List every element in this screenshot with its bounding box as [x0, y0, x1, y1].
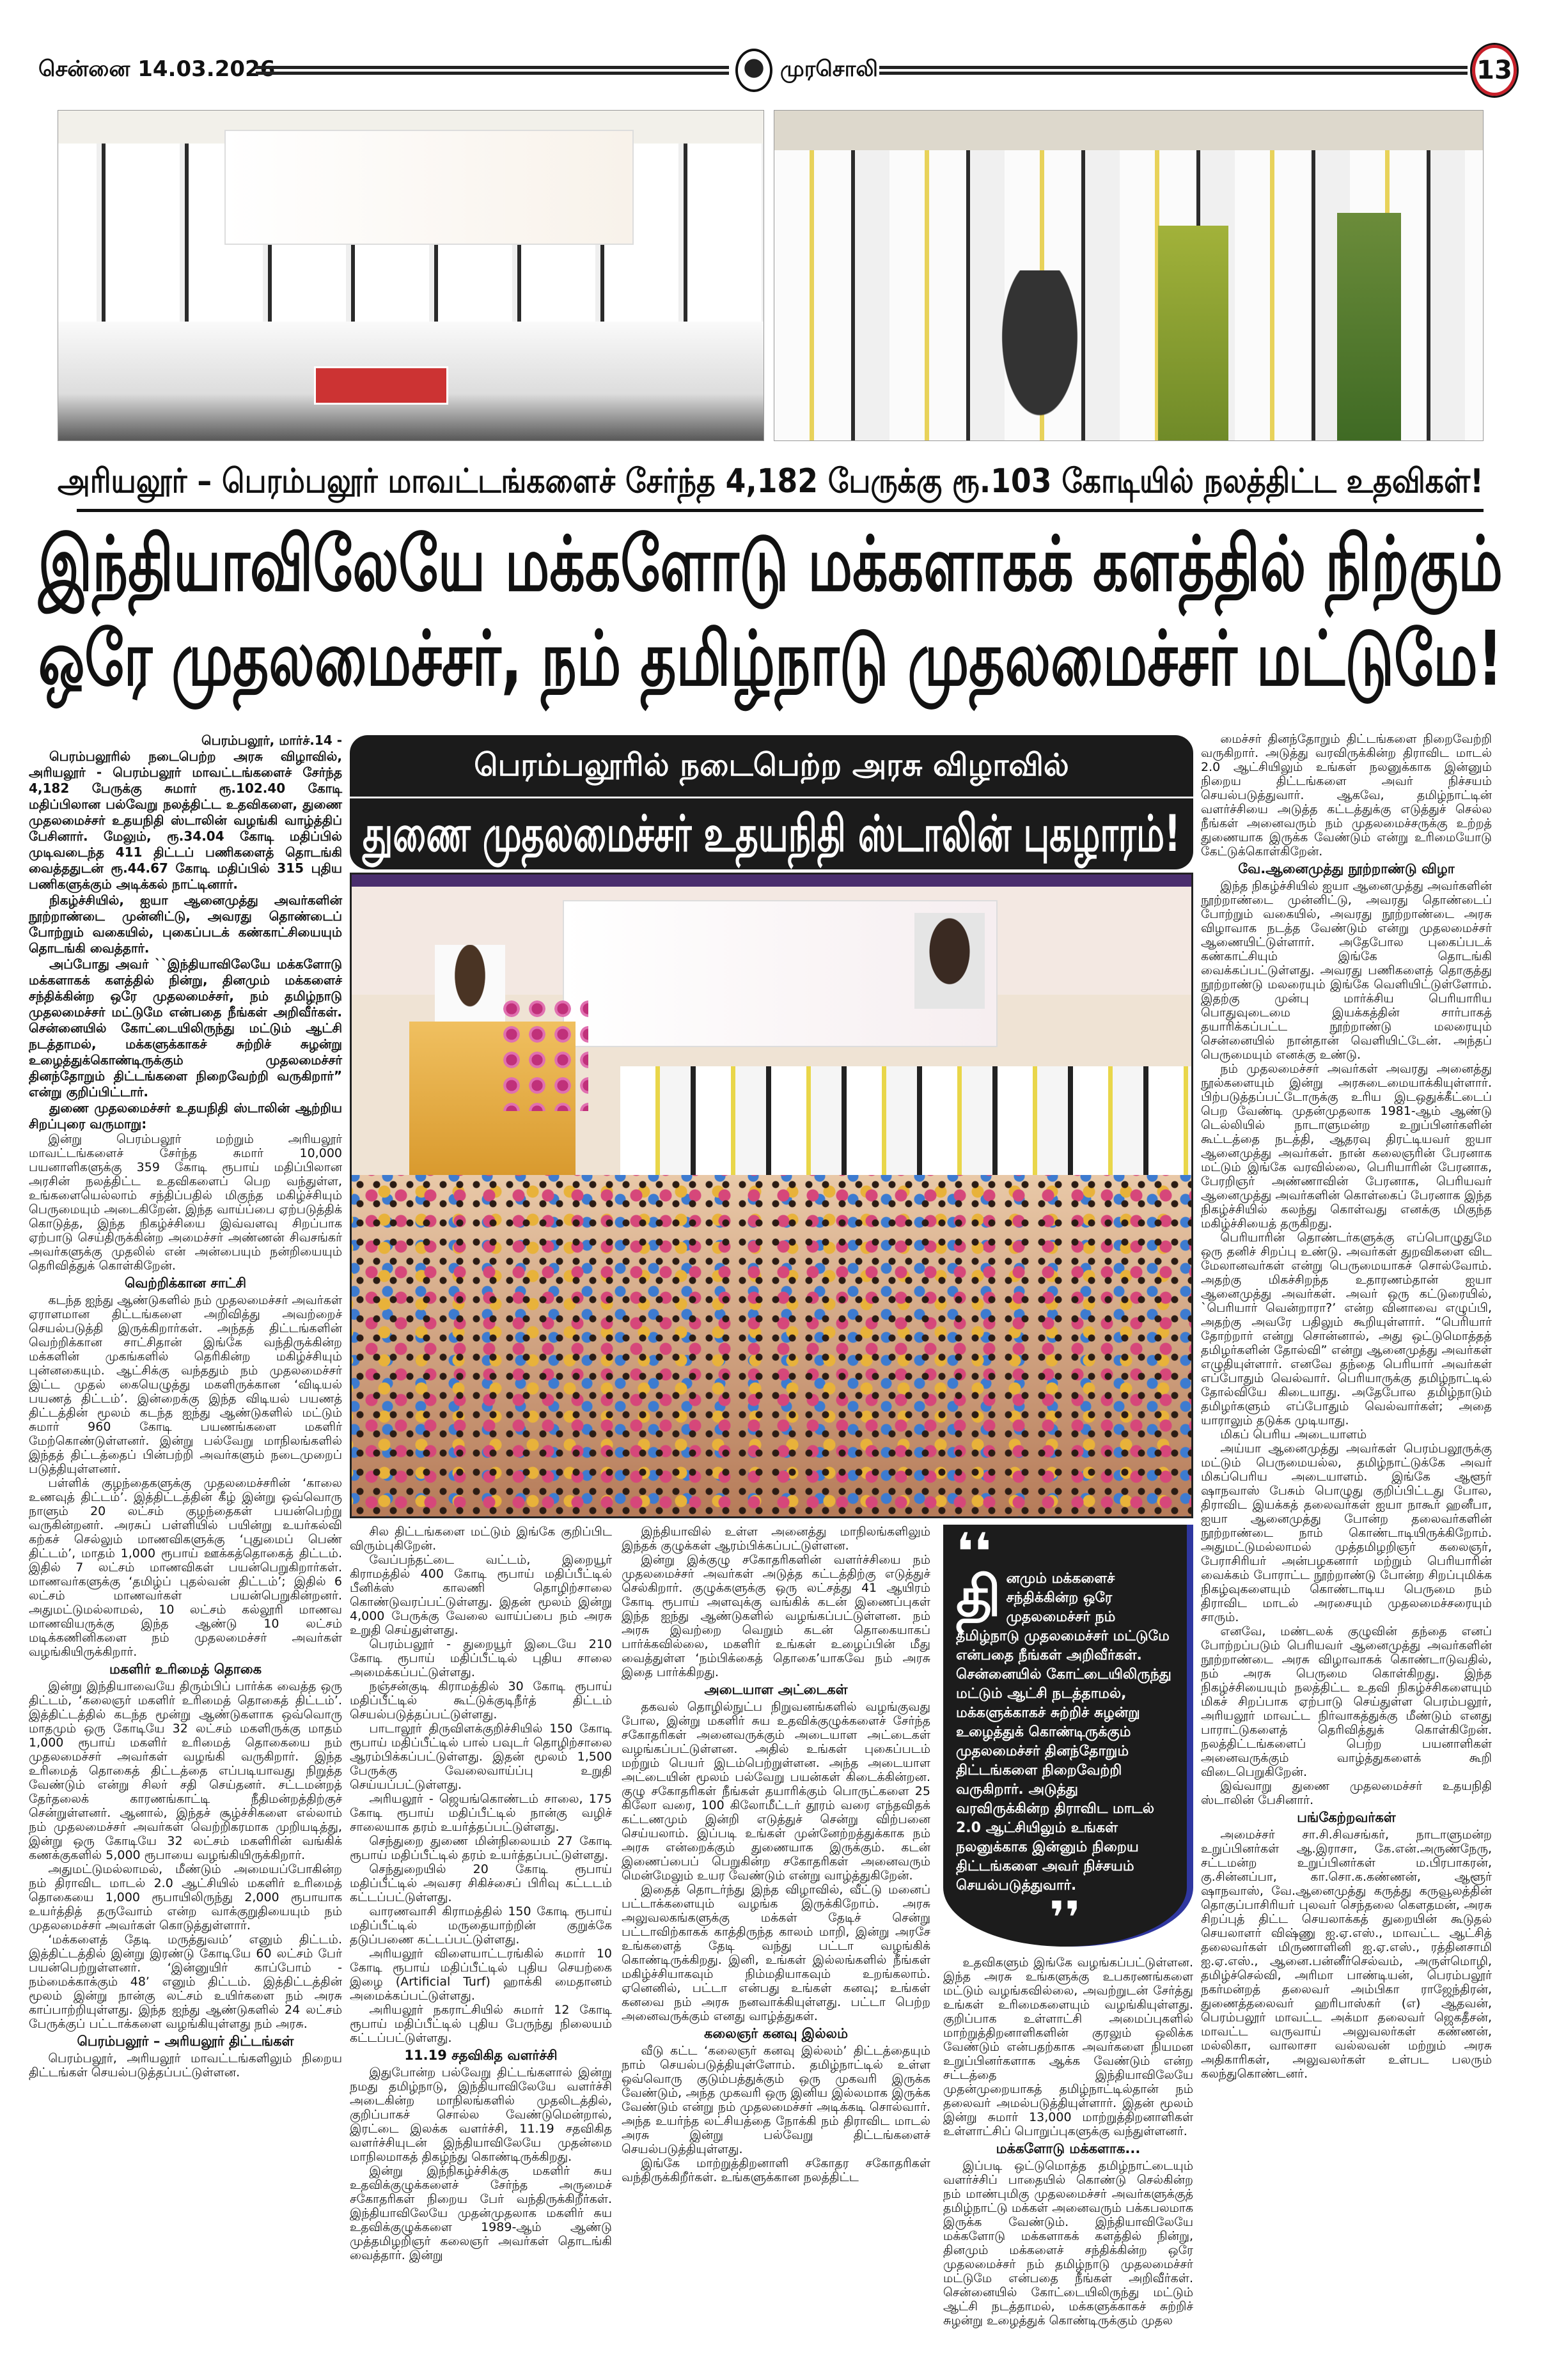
paragraph: உதவிகளும் இங்கே வழங்கப்பட்டுள்ளன. இந்த அரசு உங்களுக்கு உபகரணங்களை மட்டும் வழங்கவில்லை, அவற்றுடன் சேர்த்து உங்கள் உரிமைகளையும் வழங்கியுள்ளது. குறிப்பாக உள்ளாட்சி அமைப்புகளில் மாற்றுத்திறனாளிகளின் குரலும் ஒலிக்க வேண்டும் என்பதற்காக அவர்களை நியமன உறுப்பினர்களாக ஆக்க வேண்டும் என்ற சட்டத்தை இந்தியாவிலேயே முதன்முறையாகத் தமிழ்நாட்டில்தான் நம் தலைவர் அமல்படுத்தியுள்ளார். இதன் மூலம் இன்று சுமார் 13,000 மாற்றுத்திறனாளிகள் உள்ளாட்சிப் பொறுப்புகளுக்கு வந்துள்ளனர்.: [943, 1956, 1193, 2138]
paragraph: இப்படி ஒட்டுமொத்த தமிழ்நாட்டையும் வளர்ச்சிப் பாதையில் கொண்டு செல்கின்ற நம் மாண்புமிகு முதலமைச்சர் அவர்களுக்குத் தமிழ்நாட்டு மக்கள் அனைவரும் பக்கபலமாக இருக்க வேண்டும். இந்தியாவிலேயே மக்களோடு மக்களாகக் களத்தில் நின்று, தினமும் மக்களைச் சந்திக்கின்ற ஒரே முதலமைச்சர் நம் தமிழ்நாடு முதலமைச்சர் மட்டுமே என்பதை நீங்கள் அறிவீர்கள். சென்னையில் கோட்டையிலிருந்து மட்டும் ஆட்சி நடத்தாமல், மக்களுக்காகச் சுற்றிச் சுழன்று உழைத்துக் கொண்டிருக்கும் முதல: [943, 2159, 1193, 2328]
header-rule: [879, 66, 1468, 75]
paragraph: அரியலூர் - ஜெயங்கொண்டம் சாலை, 175 கோடி ரூபாய் மதிப்பீட்டில் நான்கு வழிச் சாலையாக தரம் உயர்த்தப்பட்டுள்ளது.: [350, 1792, 612, 1834]
section-subheading: பெரம்பலூர் – அரியலூர் திட்டங்கள்: [77, 2034, 294, 2049]
paragraph: வாரணவாசி கிராமத்தில் 150 கோடி ரூபாய் மதிப்பீட்டில் மருதையாற்றின் குறுக்கே தடுப்பணை கட்டப்பட்டுள்ளது.: [350, 1904, 612, 1947]
chief-minister-portrait: [914, 913, 985, 1009]
pull-quote: [943, 1522, 1187, 1947]
pull-quote-text: னமும் மக்களைச் சந்திக்கின்ற ஒரே முதலமைச்சர் நம் தமிழ்நாடு முதலமைச்சர் மட்டுமே என்பதை நீங்கள் அறிவீர்கள். சென்னையில் கோட்டையிலிருந்து மட்டும் ஆட்சி நடத்தாமல், மக்களுக்காகச் சுற்றிச் சுழன்று உழைத்துக் கொண்டிருக்கும் முதலமைச்சர் தினந்தோறும் திட்டங்களை நிறைவேற்றி வருகிறார். அடுத்து வரவிருக்கின்ற திராவிட மாடல் 2.0 ஆட்சியிலும் உங்கள் நலனுக்காக இன்னும் நிறைய திட்டங்களை அவர் நிச்சயம் செயல்படுத்துவார்.: [956, 1571, 1171, 1894]
main-headline-line-2: [38, 614, 1503, 703]
article-column-3-wrapper: [622, 1525, 930, 2184]
edition-date: சென்னை 14.03.2026: [38, 56, 276, 82]
banner-title: [363, 799, 1180, 869]
banner-subtitle: [363, 735, 1180, 796]
article-column-3-continued: [622, 1883, 930, 2184]
section-subheading: மக்களோடு மக்களாக...: [996, 2141, 1141, 2156]
open-quote-icon: ❛❛: [956, 1522, 992, 1582]
drum-logo-icon: [735, 49, 772, 92]
section-subheading: பங்கேற்றவர்கள்: [1297, 1810, 1396, 1825]
audience-crowd: [352, 1175, 1191, 1518]
section-subheading: வே.ஆனைமுத்து நூற்றாண்டு விழா: [1238, 861, 1455, 876]
scooter: [992, 270, 1088, 437]
paragraph: பள்ளிக் குழந்தைகளுக்கு முதலமைச்சரின் ‘காலை உணவுத் திட்டம்’. இத்திட்டத்தின் கீழ் இன்று ஒவ்வொரு நாளும் 20 லட்சம் குழந்தைகள் பயன்பெற்று வருகின்றனர். அரசுப் பள்ளியில் பயின்று உயர்கல்வி கற்கச் செல்லும் மாணவிகளுக்கு ‘புதுமைப் பெண் திட்டம்’, மாதம் 1,000 ரூபாய் ஊக்கத்தொகைத் திட்டம். இதில் 7 லட்சம் மாணவிகள் பயன்பெறுகிறார்கள். மாணவர்களுக்கு ‘தமிழ்ப் புதல்வன் திட்டம்’; இதில் 6 லட்சம் மாணவர்கள் பயன்பெறுகின்றனர். அதுமட்டுமல்லாமல், 10 லட்சம் கல்லூரி மாணவ மாணவியருக்கு இந்த ஆண்டு 10 லட்சம் மடிக்கணினிகளை நம் முதலமைச்சர் அவர்கள் வழங்கியிருக்கிறார்.: [29, 1476, 342, 1659]
banner-subtitle-text: பெரம்பலூரில் நடைபெற்ற அரசு விழாவில்: [474, 747, 1069, 783]
paragraph: அதுமட்டுமல்லாமல், மீண்டும் அமையப்போகின்ற நம் திராவிட மாடல் 2.0 ஆட்சியில் மகளிர் உரிமைத் தொகையை 1,000 ரூபாயிலிருந்து 2,000 ரூபாயாக உயர்த்தித் தருவோம் என்ற வாக்குறுதியையும் நம் முதலமைச்சர் அவர்கள் கொடுத்துள்ளார்.: [29, 1862, 342, 1933]
paragraph: வேப்பந்தட்டை வட்டம், இறையூர் கிராமத்தில் 400 கோடி ரூபாய் மதிப்பீட்டில் பீனிக்ஸ் காலணி தொழிற்சாலை கொண்டுவரப்பட்டுள்ளது. இதன் மூலம் இன்று 4,000 பேருக்கு வேலை வாய்ப்பை நம் அரசு உறுதி செய்துள்ளது.: [350, 1553, 612, 1637]
paragraph: செந்துறை துணை மின்நிலையம் 27 கோடி ரூபாய் மதிப்பீட்டில் தரம் உயர்த்தப்பட்டுள்ளது.: [350, 1834, 612, 1862]
paragraph: இதைத் தொடர்ந்து இந்த விழாவில், வீட்டு மனைப் பட்டாக்களையும் வழங்க இருக்கிறோம். அரசு அலுவலகங்களுக்கு மக்கள் தேடிச் சென்று பட்டாவிற்காகக் காத்திருந்த காலம் மாறி, இன்று அரசே உங்களைத் தேடி வந்து பட்டா வழங்கிக் கொண்டிருக்கிறது. இனி, உங்கள் இல்லங்களில் நீங்கள் மகிழ்ச்சியாகவும் நிம்மதியாகவும் உறங்கலாம். ஏனெனில், பட்டா என்பது உங்கள் கனவு; உங்கள் கனவை நம் அரசு நனவாக்கியுள்ளது. பட்டா பெற்ற அனைவருக்கும் எனது வாழ்த்துகள்.: [622, 1883, 930, 2023]
paragraph: இங்கே மாற்றுத்திறனாளி சகோதர சகோதரிகள் வந்திருக்கிறீர்கள். உங்களுக்கான நலத்திட்ட: [622, 2156, 930, 2184]
paragraph: சில திட்டங்களை மட்டும் இங்கே குறிப்பிட விரும்புகிறேன்.: [350, 1525, 612, 1553]
paragraph: ‘மக்களைத் தேடி மருத்துவம்’ எனும் திட்டம். இத்திட்டத்தில் இன்று இரண்டு கோடியே 60 லட்சம் பேர் பயன்பெற்றுள்ளனர். ‘இன்னுயிர் காப்போம் - நம்மைக்காக்கும் 48’ எனும் திட்டம். இத்திட்டத்தின் மூலம் இன்று நான்கு லட்சம் உயிர்களை நம் அரசு காப்பாற்றியுள்ளது. இந்த ஐந்து ஆண்டுகளில் 24 லட்சம் பேருக்குப் பட்டாக்களை வழங்கியுள்ளது நம் அரசு.: [29, 1933, 342, 2031]
article-column-4: [943, 1956, 1193, 2328]
photo-event-stage-and-crowd: [350, 873, 1193, 1518]
paragraph: அப்போது அவர் ``இந்தியாவிலேயே மக்களோடு மக்களாகக் களத்தில் நின்று, தினமும் மக்களைச் சந்திக்கின்ற ஒரே முதலமைச்சர், நம் தமிழ்நாடு முதலமைச்சர் மட்டுமே என்பதை நீங்கள் அறிவீர்கள். சென்னையில் கோட்டையிலிருந்து மட்டும் ஆட்சி நடத்தாமல், மக்களுக்காகச் சுற்றிச் சுழன்று உழைத்துக்கொண்டிருக்கும் முதலமைச்சர் தினந்தோறும் திட்டங்களை நிறைவேற்றி வருகிறார்” என்று குறிப்பிட்டார்.: [29, 956, 342, 1100]
main-headline-line-1-text: இந்தியாவிலேயே மக்களோடு மக்களாகக் களத்தில் நிற்கும்: [38, 520, 1503, 608]
banner-divider: [350, 797, 1193, 798]
paragraph: அரியலூர் விளையாட்டரங்கில் சுமார் 10 கோடி ரூபாய் மதிப்பீட்டில் புதிய செயற்கை இழை (Artificial Turf) ஹாக்கி மைதானம் அமைக்கப்பட்டுள்ளது.: [350, 1947, 612, 2003]
dateline: பெரம்பலூர், மார்ச்.14 -: [201, 733, 342, 748]
paragraph: இன்று இந்நிகழ்ச்சிக்கு மகளிர் சுய உதவிக்குழுக்களைச் சேர்ந்த அருமைச் சகோதரிகள் நிறைய பேர் வந்திருக்கிறீர்கள். இந்தியாவிலேயே முதன்முதலாக மகளிர் சுய உதவிக்குழுக்களை 1989-ஆம் ஆண்டு முத்தமிழறிஞர் கலைஞர் அவர்கள் தொடங்கி வைத்தார். இன்று: [350, 2164, 612, 2262]
paragraph: பெரம்பலூர் - துறையூர் இடையே 210 கோடி ரூபாய் மதிப்பீட்டில் புதிய சாலை அமைக்கப்பட்டுள்ளது.: [350, 1637, 612, 1679]
section-subheading: வெற்றிக்கான சாட்சி: [124, 1275, 247, 1291]
kicker-divider: [77, 509, 1484, 512]
paragraph: கடந்த ஐந்து ஆண்டுகளில் நம் முதலமைச்சர் அவர்கள் ஏராளமான திட்டங்களை அறிவித்து அவற்றைச் செயல்படுத்தி இருக்கிறார்கள். அந்தத் திட்டங்களின் வெற்றிக்கான சாட்சிதான் இங்கே வந்திருக்கின்ற மக்களின் முகங்களில் தெரிகின்ற மகிழ்ச்சியும் புன்னகையும். ஆட்சிக்கு வந்ததும் நம் முதலமைச்சர் இட்ட முதல் கையெழுத்து மகளிருக்கான ‘விடியல் பயணத் திட்டம்’. இன்றைக்கு இந்த விடியல் பயணத் திட்டத்தின் மூலம் கடந்த ஐந்து ஆண்டுகளில் மட்டும் சுமார் 960 கோடி பயணங்களை மகளிர் மேற்கொண்டுள்ளனர். இன்று பல்வேறு மாநிலங்களில் இந்தத் திட்டத்தைப் பின்பற்றி அவர்களும் நடைமுறைப் படுத்தியுள்ளனர்.: [29, 1293, 342, 1476]
article-column-2: [350, 1525, 612, 2262]
event-backdrop-banner: [224, 130, 634, 245]
paragraph: பெரம்பலூர், அரியலூர் மாவட்டங்களிலும் நிறைய திட்டங்கள் செயல்படுத்தப்பட்டுள்ளன.: [29, 2051, 342, 2080]
pull-quote-body: [956, 1569, 1174, 1895]
article-column-1: [29, 732, 342, 2080]
header-rule: [256, 66, 729, 75]
banner-title-text: துணை முதலமைச்சர் உதயநிதி ஸ்டாலின் புகழாரம்!: [363, 805, 1180, 863]
stage-scene: [352, 875, 1191, 1175]
cheque-board: [314, 366, 448, 405]
section-subheading: அடையாள அட்டைகள்: [704, 1682, 848, 1697]
paragraph: இவ்வாறு துணை முதலமைச்சர் உதயநிதி ஸ்டாலின் பேசினார்.: [1201, 1779, 1492, 1807]
article-column-5: [1201, 732, 1492, 2081]
paragraph: மைச்சர் தினந்தோறும் திட்டங்களை நிறைவேற்றி வருகிறார். அடுத்து வரவிருக்கின்ற திராவிட மாடல் 2.0 ஆட்சியிலும் உங்கள் நலனுக்காக இன்னும் நிறைய திட்டங்களை அவர் நிச்சயம் செயல்படுத்துவார். ஆகவே, தமிழ்நாட்டின் வளர்ச்சியை அடுத்த கட்டத்துக்கு எடுத்துச் செல்ல நீங்கள் அனைவரும் நம் முதலமைச்சருக்கு உற்றத் துணையாக இருக்க வேண்டும் என்று உரிமையோடு கேட்டுக்கொள்கிறேன்.: [1201, 732, 1492, 859]
beneficiary-woman: [1158, 226, 1228, 441]
paragraph: எனவே, மண்டலக் குழுவின் தந்தை எனப் போற்றப்படும் பெரியவர் ஆனைமுத்து அவர்களின் நூற்றாண்டை அரசு விழாவாகக் கொண்டாடுவதில், நம் அரசு பெருமை கொள்கிறது. இந்த நிகழ்ச்சியையும் நலத்திட்ட உதவி நிகழ்ச்சிகளையும் மிகச் சிறப்பாக ஏற்பாடு செய்துள்ள பெரம்பலூர், அரியலூர் மாவட்ட நிர்வாகத்துக்கு மீண்டும் எனது பாராட்டுகளைத் தெரிவித்துக் கொள்கிறேன். நலத்திட்டங்களைப் பெற்ற பயனாளிகள் அனைவருக்கும் வாழ்த்துகளைக் கூறி விடைபெறுகிறேன்.: [1201, 1624, 1492, 1779]
paragraph: வீடு கட்ட ‘கலைஞர் கனவு இல்லம்’ திட்டத்தையும் நாம் செயல்படுத்தியுள்ளோம். தமிழ்நாட்டில் உள்ள ஒவ்வொரு குடும்பத்துக்கும் ஒரு முகவரி இருக்க வேண்டும், அந்த முகவரி ஒரு இனிய இல்லமாக இருக்க வேண்டும் என்று நம் முதலமைச்சர் அடிக்கடி சொல்வார். அந்த உயர்ந்த லட்சியத்தை நோக்கி நம் திராவிட மாடல் அரசு இன்று பல்வேறு திட்டங்களைச் செயல்படுத்தியுள்ளது.: [622, 2044, 930, 2156]
close-quote-icon: ❜❜: [1049, 1892, 1081, 1944]
section-subheading: மகளிர் உரிமைத் தொகை: [109, 1661, 262, 1677]
paragraph: இந்தியாவில் உள்ள அனைத்து மாநிலங்களிலும் இந்தக் குழுக்கள் ஆரம்பிக்கப்பட்டுள்ளன.: [622, 1525, 930, 1553]
page-number-badge: 13: [1472, 45, 1517, 96]
paragraph: அரியலூர் நகராட்சியில் சுமார் 12 கோடி ரூபாய் மதிப்பீட்டில் புதிய பேருந்து நிலையம் கட்டப்பட்டுள்ளது.: [350, 2003, 612, 2045]
paragraph: இதுபோன்ற பல்வேறு திட்டங்களால் இன்று நமது தமிழ்நாடு, இந்தியாவிலேயே வளர்ச்சி அடைகின்ற மாநிலங்களில் முதலிடத்தில், குறிப்பாகச் சொல்ல வேண்டுமென்றால், இரட்டை இலக்க வளர்ச்சி, 11.19 சதவிகித வளர்ச்சியுடன் இந்தியாவிலேயே முதன்மை மாநிலமாகத் திகழ்ந்து கொண்டிருக்கிறது.: [350, 2065, 612, 2164]
paragraph: நம் முதலமைச்சர் அவர்கள் அவரது அனைத்து நூல்களையும் இன்று அரசுடைமையாக்கியுள்ளார். பிற்படுத்தப்பட்டோருக்கு உரிய இடஒதுக்கீட்டைப் பெற வேண்டி முதன்முதலாக 1981-ஆம் ஆண்டு டெல்லியில் நாடாளுமன்ற உறுப்பினர்களின் கூட்டத்தை நடத்தி, ஆதரவு திரட்டியவர் ஐயா ஆனைமுத்து அவர்கள். நான் கலைஞரின் பேரனாக மட்டும் இங்கே வரவில்லை, பெரியாரின் பேரனாக, பேரறிஞர் அண்ணாவின் பேரனாக, பெரியவர் ஆனைமுத்து அவர்களின் கொள்கைப் பேரனாக இந்த நிகழ்ச்சியில் கலந்து கொள்வது எனக்கு மிகுந்த மகிழ்ச்சியைத் தருகிறது.: [1201, 1062, 1492, 1231]
kicker-headline: [58, 459, 1484, 504]
paragraph: செந்துறையில் 20 கோடி ரூபாய் மதிப்பீட்டில் அவசர சிகிச்சைப் பிரிவு கட்டடம் கட்டப்பட்டுள்ளது.: [350, 1862, 612, 1904]
paragraph: இந்த நிகழ்ச்சியில் ஐயா ஆனைமுத்து அவர்களின் நூற்றாண்டை முன்னிட்டு, அவரது தொண்டைப் போற்றும் வகையில், அவரது நூற்றாண்டை அரசு விழாவாக நடத்த வேண்டும் என்று முதலமைச்சர் ஆணையிட்டுள்ளார். அதேபோல புகைப்படக் கண்காட்சியும் இங்கே தொடங்கி வைக்கப்பட்டுள்ளது. அவரது பணிகளைத் தொகுத்து நூற்றாண்டு மலரையும் இங்கே வெளியிட்டுள்ளோம். இதற்கு முன்பு மார்க்சிய பெரியாரிய பொதுவுடைமை இயக்கத்தின் சார்பாகத் தயாரிக்கப்பட்ட நூற்றாண்டு மலரையும் சென்னையில் நான்தான் வெளியிட்டேன். அந்தப் பெருமையும் எனக்கு உண்டு.: [1201, 879, 1492, 1062]
page-header: [26, 45, 1522, 96]
seated-dignitaries: [620, 1066, 1193, 1175]
paragraph: நஞ்சன்குடி கிராமத்தில் 30 கோடி ரூபாய் மதிப்பீட்டில் கூட்டுக்குடிநீர்த் திட்டம் செயல்படுத்தப்பட்டுள்ளது.: [350, 1679, 612, 1722]
article-column-3: [622, 1525, 930, 1883]
paragraph: பெரியாரின் தொண்டர்களுக்கு எப்பொழுதுமே ஒரு தனிச் சிறப்பு உண்டு. அவர்கள் துறவிகளை விட மேலானவர்கள் என்று பெருமையாகச் சொல்வோம். அதற்கு மிகச்சிறந்த உதாரணம்தான் ஐயா ஆனைமுத்து அவர்கள். அவர் ஒரு கட்டுரையில், `பெரியார் வென்றாரா?’ என்ற வினாவை எழுப்பி, அதற்கு அவரே பதிலும் கூறியுள்ளார். “பெரியார் தோற்றார் என்று சொன்னால், அது ஒட்டுமொத்தத் தமிழர்களின் தோல்வி” என்று ஆனைமுத்து அவர்கள் எழுதியுள்ளார். எனவே தந்தை பெரியார் அவர்கள் எப்போதும் வெல்வார். பெரியாருக்கு தமிழ்நாட்டில் தோல்வியே கிடையாது. அதேபோல தமிழ்நாடும் தமிழர்களும் எப்போதும் வெல்வார்கள்; அதை யாராலும் தடுக்க முடியாது.: [1201, 1231, 1492, 1427]
paragraph: பாடாலூர் திருவிளக்குறிச்சியில் 150 கோடி ரூபாய் மதிப்பீட்டில் பால் பவுடர் தொழிற்சாலை ஆரம்பிக்கப்பட்டுள்ளது. இதன் மூலம் 1,500 பேருக்கு வேலைவாய்ப்பு உறுதி செய்யப்பட்டுள்ளது.: [350, 1722, 612, 1792]
photo-award-presentation: [58, 110, 764, 441]
paragraph: மிகப் பெரிய அடையாளம்: [1220, 1427, 1367, 1442]
section-subheading: கலைஞர் கனவு இல்லம்: [704, 2026, 848, 2041]
main-headline-line-2-text: ஒரே முதலமைச்சர், நம் தமிழ்நாடு முதலமைச்சர் மட்டுமே!: [38, 614, 1503, 703]
paragraph: அமைச்சர் சா.சி.சிவசங்கர், நாடாளுமன்ற உறுப்பினர்கள் ஆ.இராசா, கே.என்.அருண்நேரு, சட்டமன்ற உறுப்பினர்கள் ம.பிரபாகரன், கு.சின்னப்பா, கா.சொ.க.கண்ணன், ஆளூர் ஷாநவாஸ், வே.ஆனைமுத்து கருத்து கருவூலத்தின் தொகுப்பாசிரியர் புலவர் செந்தலை கௌதமன், அரசு சிறப்புத் திட்ட செயலாக்கத் துறையின் கூடுதல் செயலாளர் விஷ்ணு ஐ.ஏ.எஸ்., மாவட்ட ஆட்சித் தலைவர்கள் மிருணாளினி ஐ.ஏ.எஸ்., ரத்தினசாமி ஐ.ஏ.எஸ்., ஆனை.பன்னீர்செல்வம், அருள்மொழி, தமிழ்ச்செல்வி, அரிமா பாண்டியன், பெரம்பலூர் நகர்மன்றத் தலைவர் அம்பிகா ராஜேந்திரன், துணைத்தலைவர் ஹரிபாஸ்கர் (எ) ஆதவன், பெரம்பலூர் மாவட்ட அக்மா தலைவர் ஜெகதீசன், மாவட்ட வருவாய் அலுவலர்கள் கண்ணன், மல்லிகா, வாலாசா வல்லவன் மற்றும் அரசு அதிகாரிகள், அலுவலர்கள் உள்பட பலரும் கலந்துகொண்டனர்.: [1201, 1828, 1492, 2081]
masthead-name: முரசொலி: [780, 56, 878, 82]
section-subheading: 11.19 சதவிகித வளர்ச்சி: [404, 2048, 558, 2063]
paragraph: இன்று இந்தியாவையே திரும்பிப் பார்க்க வைத்த ஒரு திட்டம், ‘கலைஞர் மகளிர் உரிமைத் தொகைத் திட்டம்’. இத்திட்டத்தில் கடந்த மூன்று ஆண்டுகளாக ஒவ்வொரு மாதமும் ஒரு கோடியே 32 லட்சம் மகளிருக்கு மாதம் 1,000 ரூபாய் மகளிர் உரிமைத் தொகையை நம் முதலமைச்சர் அவர்கள் வழங்கி வருகிறார். இந்த உரிமைத் தொகைத் திட்டத்தை எப்படியாவது நிறுத்த வேண்டும் என்று சிலர் சதி செய்தனர். சட்டமன்றத் தேர்தலைக் காரணங்காட்டி நீதிமன்றத்திற்குச் சென்றுள்ளனர். ஆனால், இந்தச் சூழ்ச்சிகளை எல்லாம் நம் முதலமைச்சர் அவர்கள் வெற்றிகரமாக முறியடித்து, இன்று ஒரு கோடியே 32 லட்சம் மகளிரின் வங்கிக் கணக்குகளில் 5,000 ரூபாயை வழங்கியிருக்கிறார்.: [29, 1679, 342, 1862]
paragraph: நிகழ்ச்சியில், ஐயா ஆனைமுத்து அவர்களின் நூற்றாண்டை முன்னிட்டு, அவரது தொண்டைப் போற்றும் வகையில், புகைப்படக் கண்காட்சியையும் தொடங்கி வைத்தார்.: [29, 892, 342, 956]
paragraph: அய்யா ஆனைமுத்து அவர்கள் பெரம்பலூருக்கு மட்டும் பெருமையல்ல, தமிழ்நாட்டுக்கே அவர் மிகப்பெரிய அடையாளம். இங்கே ஆளூர் ஷாநவாஸ் பேசும் பொழுது குறிப்பிட்டது போல, திராவிட இயக்கத் தலைவர்கள் ஐயா நாகூர் ஹனீபா, ஐயா ஆனைமுத்து போன்ற தலைவர்களின் நூற்றாண்டை நாம் கொண்டாடியிருக்கிறோம். அதுமட்டுமல்லாமல் முத்தமிழறிஞர் கலைஞர், பேராசிரியர் அன்பழகனார் மற்றும் பெரியாரின் வைக்கம் போராட்ட நூற்றாண்டு போன்ற சிறப்புமிக்க நிகழ்வுகளையும் கொண்டாடிய பெருமை நம் திராவிட மாடல் அரசையும் முதலமைச்சரையும் சாரும்.: [1201, 1442, 1492, 1624]
story-banner: [350, 735, 1193, 869]
kicker-headline-text: அரியலூர் – பெரம்பலூர் மாவட்டங்களைச் சேர்ந்த 4,182 பேருக்கு ரூ.103 கோடியில் நலத்திட்ட உதவிகள்!: [58, 462, 1484, 501]
flower-bouquet: [499, 996, 588, 1111]
paragraph: துணை முதலமைச்சர் உதயநிதி ஸ்டாலின் ஆற்றிய சிறப்புரை வருமாறு:: [29, 1100, 342, 1132]
drop-cap: தி: [956, 1569, 1001, 1629]
beneficiary-woman: [1337, 213, 1401, 441]
paragraph: தகவல் தொழில்நுட்ப நிறுவனங்களில் வழங்குவது போல, இன்று மகளிர் சுய உதவிக்குழுக்களைச் சேர்ந்த சகோதரிகள் அனைவருக்கும் அடையாள அட்டைகள் வழங்கப்பட்டுள்ளன. அதில் உங்கள் புகைப்படம் மற்றும் பெயர் இடம்பெற்றுள்ளன. அந்த அடையாள அட்டையின் மூலம் பல்வேறு பயன்கள் கிடைக்கின்றன. குழு சகோதரிகள் நீங்கள் தயாரிக்கும் பொருட்களை 25 கிலோ வரை, 100 கிலோமீட்டர் தூரம் வரை எந்தவிதக் கட்டணமும் இன்றி எடுத்துச் சென்று விற்பனை செய்யலாம். இப்படி உங்கள் முன்னேற்றத்துக்காக நம் அரசு என்றைக்கும் துணையாக இருக்கும். கடன் இணைப்பைப் பெறுகின்ற சகோதரிகள் அனைவரும் மென்மேலும் உயர வேண்டும் என்று வாழ்த்துகிறேன்.: [622, 1700, 930, 1883]
paragraph: இன்று இக்குழு சகோதரிகளின் வளர்ச்சியை நம் முதலமைச்சர் அவர்கள் அடுத்த கட்டத்திற்கு எடுத்துச் செல்கிறார். குழுக்களுக்கு ஒரு லட்சத்து 41 ஆயிரம் கோடி ரூபாய் அளவுக்கு வங்கிக் கடன் இணைப்புகள் இந்த ஐந்து ஆண்டுகளில் வழங்கப்பட்டுள்ளன. நம் அரசு இவற்றை வெறும் கடன் தொகையாகப் பார்க்கவில்லை, மகளிர் உங்கள் உழைப்பின் மீது வைத்துள்ள ‘நம்பிக்கைத் தொகை’யாகவே நம் அரசு இதை பார்க்கிறது.: [622, 1553, 930, 1679]
photo-scooter-handover: [774, 110, 1484, 441]
paragraph: இன்று பெரம்பலூர் மற்றும் அரியலூர் மாவட்டங்களைச் சேர்ந்த சுமார் 10,000 பயனாளிகளுக்கு 359 கோடி ரூபாய் மதிப்பிலான அரசின் நலத்திட்ட உதவிகளைப் பெற வந்துள்ள, உங்களையெல்லாம் சந்திப்பதில் மிகுந்த மகிழ்ச்சியும் பெருமையும் அடைகிறேன். இந்த வாய்ப்பை ஏற்படுத்திக் கொடுத்த, இந்த நிகழ்ச்சியை இவ்வளவு சிறப்பாக ஏற்பாடு செய்திருக்கின்ற அமைச்சர் அண்ணன் சிவசங்கர் அவர்களுக்கு முதலில் என் அன்பையும் நன்றியையும் தெரிவித்துக் கொள்கிறேன்.: [29, 1132, 342, 1273]
article-column-4-wrapper: [943, 1522, 1193, 2328]
main-headline-line-1: [38, 519, 1503, 609]
paragraph: பெரம்பலூரில் நடைபெற்ற அரசு விழாவில், அரியலூர் - பெரம்பலூர் மாவட்டங்களைச் சேர்ந்த 4,182 பேருக்கு சுமார் ரூ.102.40 கோடி மதிப்பிலான பல்வேறு நலத்திட்ட உதவிகளை, துணை முதலமைச்சர் உதயநிதி ஸ்டாலின் வழங்கி வாழ்த்திப் பேசினார். மேலும், ரூ.34.04 கோடி மதிப்பில் முடிவடைந்த 411 திட்டப் பணிகளைத் தொடங்கி வைத்ததுடன் ரூ.44.67 கோடி மதிப்பில் 315 புதிய பணிகளுக்கும் அடிக்கல் நாட்டினார்.: [29, 749, 342, 892]
